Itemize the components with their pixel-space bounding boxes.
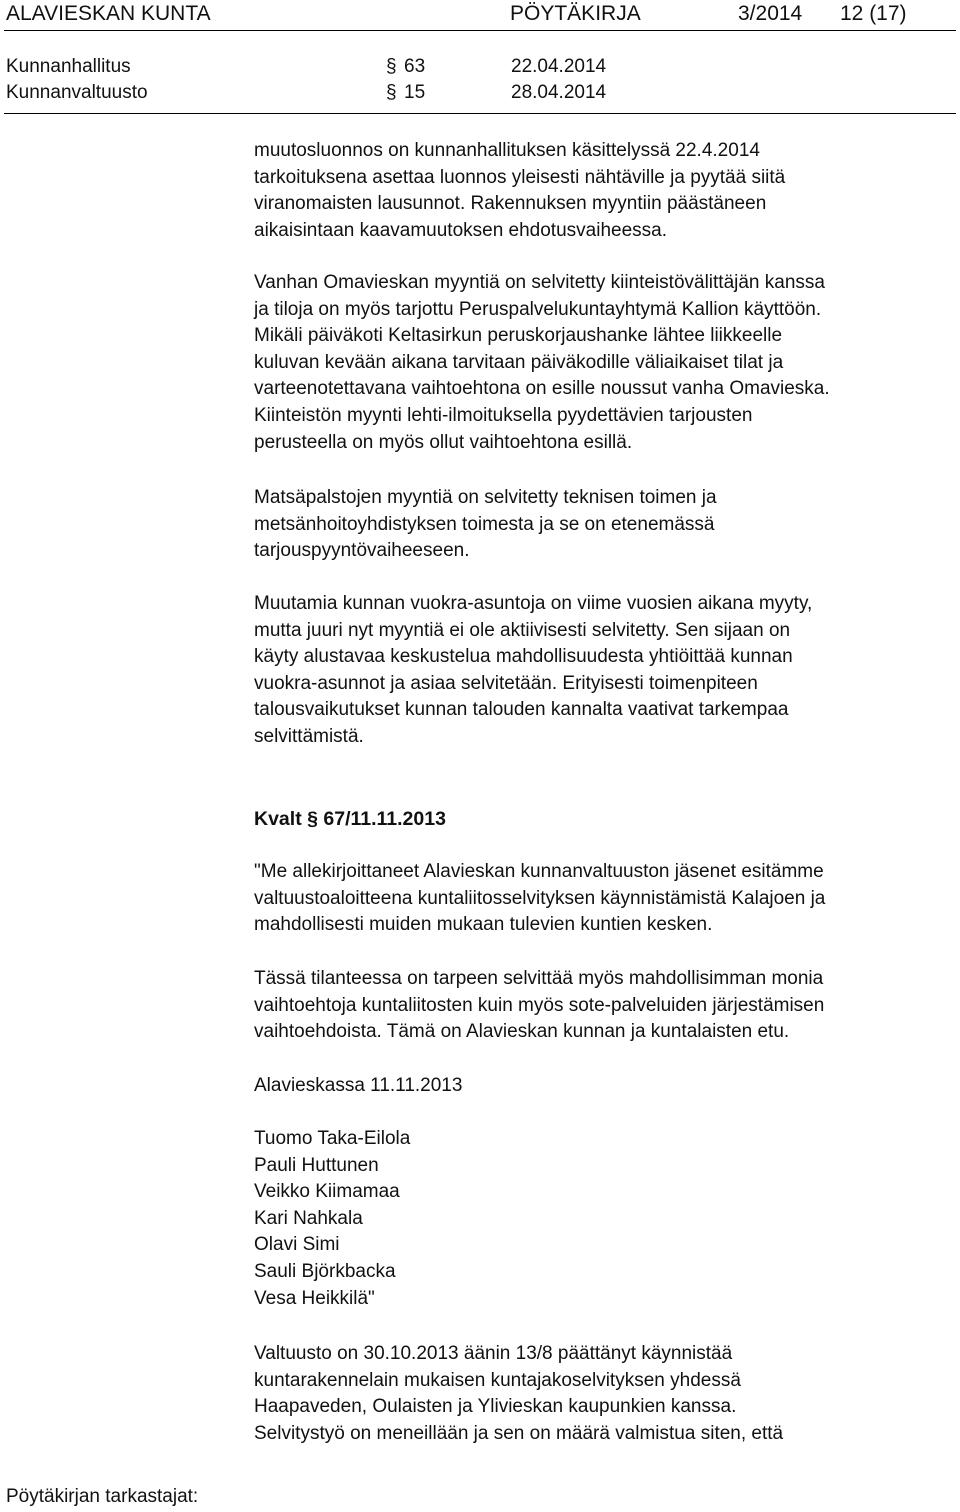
meeting-body: Kunnanhallitus: [6, 56, 131, 77]
page-number: 12 (17): [840, 2, 907, 25]
signatories-list: Tuomo Taka-Eilola Pauli Huttunen Veikko Kiimamaa Kari Nahkala Olavi Simi Sauli Björkbacka Vesa Heikkilä": [254, 1128, 411, 1309]
heading-reference: 67/11.11.2013: [323, 808, 446, 830]
paragraph-6: Tässä tilanteessa on tarpeen selvittää myös mahdollisimman monia vaihtoehtoja kuntaliitosten kuin myös sote-palveluiden järjestämisen vaihtoehdoista. Tämä on Alavieskan kunnan ja kuntalaisten etu.: [254, 968, 825, 1043]
paragraph-5: "Me allekirjoittaneet Alavieskan kunnanvaltuuston jäsenet esitämme valtuustoaloitteena kuntaliitosselvityksen käynnistämistä Kalajoen ja mahdollisesti muiden mukaan tulevien kuntien kesken.: [254, 861, 826, 936]
meta-divider: [4, 113, 956, 114]
header-divider: [4, 30, 956, 31]
meeting-date: 22.04.2014: [511, 56, 607, 77]
paragraph-2: Vanhan Omavieskan myyntiä on selvitetty kiinteistövälittäjän kanssa ja tiloja on myös tarjottu Peruspalvelukuntayhtymä Kallion käyttöön. Mikäli päiväkoti Keltasirkun peruskorjaushanke lähtee liikkeelle kuluvan kevään aikana tarvitaan päiväkodille väliaikaiset tilat ja varteenotettavana vaihtoehtona on esille noussut vanha Omavieska. Kiinteistön myynti lehti-ilmoituksella pyydettävien tarjousten perusteella on myös ollut vaihtoehtona esillä.: [254, 272, 830, 453]
section-heading: [254, 805, 446, 833]
section-number: 15: [404, 82, 426, 103]
document-number: 3/2014: [738, 2, 803, 25]
document-type: PÖYTÄKIRJA: [510, 2, 641, 25]
section-number: 63: [404, 56, 426, 77]
section-symbol-icon: §: [307, 808, 318, 830]
organization-name: ALAVIESKAN KUNTA: [6, 2, 211, 25]
place-and-date: Alavieskassa 11.11.2013: [254, 1075, 463, 1096]
paragraph-1: muutosluonnos on kunnanhallituksen käsittelyssä 22.4.2014 tarkoituksena asettaa luonnos yleisesti nähtäville ja pyytää siitä viranomaisten lausunnot. Rakennuksen myyntiin päästäneen aikaisintaan kaavamuutoksen ehdotusvaiheessa.: [254, 140, 786, 241]
section-symbol-icon: §: [386, 82, 397, 103]
paragraph-7: Valtuusto on 30.10.2013 äänin 13/8 päättänyt käynnistää kuntarakennelain mukaisen kuntajakoselvityksen yhdessä Haapaveden, Oulaisten ja Ylivieskan kaupunkien kanssa. Selvitystyö on meneillään ja sen on määrä valmistua siten, että: [254, 1343, 784, 1444]
paragraph-3: Matsäpalstojen myyntiä on selvitetty teknisen toimen ja metsänhoitoyhdistyksen toimesta ja se on etenemässä tarjouspyyntövaiheeseen.: [254, 487, 717, 562]
paragraph-4: Muutamia kunnan vuokra-asuntoja on viime vuosien aikana myyty, mutta juuri nyt myyntiä ei ole aktiivisesti selvitetty. Sen sijaan on käyty alustavaa keskustelua mahdollisuudesta yhtiöittää kunnan vuokra-asunnot ja asiaa selvitetään. Erityisesti toimenpiteen talousvaikutukset kunnan talouden kannalta vaativat tarkempaa selvittämistä.: [254, 593, 813, 747]
meeting-body: Kunnanvaltuusto: [6, 82, 148, 103]
meeting-row-board: [6, 55, 946, 79]
document-header: [6, 0, 956, 28]
heading-prefix: Kvalt: [254, 808, 302, 830]
meeting-row-council: [6, 81, 946, 105]
footer-label: Pöytäkirjan tarkastajat:: [6, 1486, 199, 1507]
meeting-date: 28.04.2014: [511, 82, 607, 103]
section-symbol-icon: §: [386, 56, 397, 77]
